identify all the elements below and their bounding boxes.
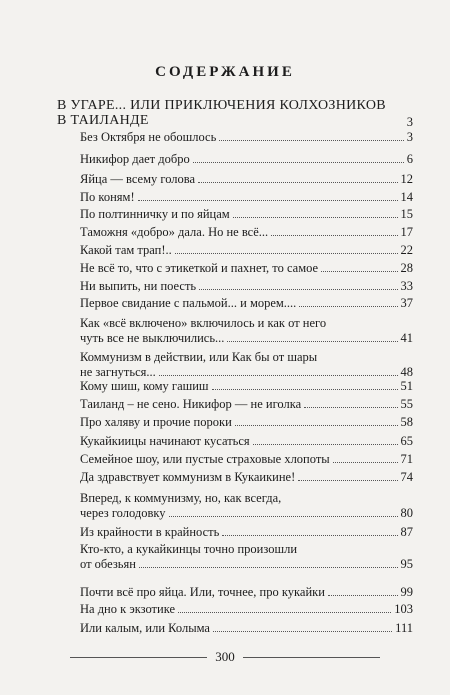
dot-leader bbox=[222, 535, 397, 536]
dot-leader bbox=[299, 306, 397, 307]
toc-entry-title: Или калым, или Колыма bbox=[80, 621, 210, 635]
toc-entry-page-number: 103 bbox=[394, 602, 413, 616]
toc-entry-page-number: 3 bbox=[406, 130, 413, 144]
dot-leader bbox=[138, 200, 398, 201]
dot-leader bbox=[212, 389, 398, 390]
toc-entry-line bbox=[80, 130, 413, 145]
toc-entry-line bbox=[80, 261, 413, 276]
section-title-line-1: В УГАРЕ... ИЛИ ПРИКЛЮЧЕНИЯ КОЛХОЗНИКОВ bbox=[57, 98, 386, 113]
toc-entry-page-number: 14 bbox=[400, 190, 413, 204]
toc-entry-line bbox=[80, 557, 413, 572]
toc-entry-page-number: 87 bbox=[400, 525, 413, 539]
toc-entry-title: Про халяву и прочие пороки bbox=[80, 415, 232, 429]
toc-entry-line bbox=[80, 434, 413, 449]
toc-entry-title: Яйца — всему голова bbox=[80, 172, 196, 186]
toc-entry bbox=[80, 130, 413, 145]
toc-entry bbox=[80, 316, 413, 346]
toc-entry-line bbox=[80, 331, 413, 346]
toc-entry-line bbox=[80, 452, 413, 467]
page-heading: СОДЕРЖАНИЕ bbox=[155, 64, 295, 80]
dot-leader bbox=[199, 289, 397, 290]
toc-entry bbox=[80, 542, 413, 572]
toc-entry-line bbox=[80, 542, 413, 557]
dot-leader bbox=[304, 407, 397, 408]
toc-entry bbox=[80, 190, 413, 205]
toc-entry-page-number: 41 bbox=[400, 331, 413, 345]
dot-leader bbox=[198, 182, 397, 183]
toc-entry bbox=[80, 207, 413, 222]
toc-entry-title: Из крайности в крайность bbox=[80, 525, 220, 539]
toc-entry-page-number: 6 bbox=[406, 152, 413, 166]
toc-entry bbox=[80, 434, 413, 449]
toc-entry-title: Да здравствует коммунизм в Кукаикине! bbox=[80, 470, 296, 484]
toc-entry bbox=[80, 585, 413, 600]
toc-entry-page-number: 15 bbox=[400, 207, 413, 221]
toc-entry-page-number: 65 bbox=[400, 434, 413, 448]
dot-leader bbox=[175, 253, 398, 254]
toc-entry bbox=[80, 491, 413, 521]
toc-entry-page-number: 71 bbox=[400, 452, 413, 466]
dot-leader bbox=[213, 631, 392, 632]
dot-leader bbox=[219, 140, 403, 141]
toc-entry-page-number: 99 bbox=[400, 585, 413, 599]
toc-entry-page-number: 55 bbox=[400, 397, 413, 411]
toc-entry-line bbox=[80, 525, 413, 540]
toc-entry bbox=[80, 415, 413, 430]
toc-entry-title: Первое свидание с пальмой... и морем.... bbox=[80, 296, 297, 310]
toc-entry-title: Коммунизм в действии, или Как бы от шары bbox=[80, 350, 318, 364]
toc-entry-title: Без Октября не обошлось bbox=[80, 130, 217, 144]
toc-entry-page-number: 95 bbox=[400, 557, 413, 571]
toc-entry bbox=[80, 621, 413, 636]
toc-entry-title: Не всё то, что с этикеткой и пахнет, то самое bbox=[80, 261, 319, 275]
toc-entry-title: через голодовку bbox=[80, 506, 166, 520]
toc-entry-line bbox=[80, 365, 413, 380]
toc-entry-title: На дно к экзотике bbox=[80, 602, 176, 616]
toc-entry-title: Как «всё включено» включилось и как от него bbox=[80, 316, 327, 330]
toc-entry-page-number: 111 bbox=[395, 621, 413, 635]
dot-leader bbox=[253, 444, 398, 445]
toc-entry-page-number: 12 bbox=[400, 172, 413, 186]
toc-entry-page-number: 51 bbox=[400, 379, 413, 393]
toc-entry-line bbox=[80, 379, 413, 394]
toc-entry-title: Таиланд – не сено. Никифор — не иголка bbox=[80, 397, 302, 411]
toc-entry-line bbox=[80, 296, 413, 311]
footer-rule-left bbox=[70, 657, 207, 658]
toc-entry-title: Ни выпить, ни поесть bbox=[80, 279, 197, 293]
toc-entry bbox=[80, 172, 413, 187]
toc-entry-line bbox=[80, 585, 413, 600]
toc-entry-title: По коням! bbox=[80, 190, 135, 204]
dot-leader bbox=[159, 375, 398, 376]
toc-entry-line bbox=[80, 172, 413, 187]
toc-entry-title: Кукайкиицы начинают кусаться bbox=[80, 434, 250, 448]
toc-entry bbox=[80, 525, 413, 540]
toc-entry bbox=[80, 261, 413, 276]
toc-entry-title: не загнуться... bbox=[80, 365, 156, 379]
dot-leader bbox=[178, 612, 391, 613]
toc-entry-page-number: 28 bbox=[400, 261, 413, 275]
dot-leader bbox=[233, 217, 398, 218]
toc-entry bbox=[80, 350, 413, 380]
section-title bbox=[57, 98, 387, 128]
toc-entry-line bbox=[80, 243, 413, 258]
toc-entry-title: чуть все не выключились... bbox=[80, 331, 225, 345]
toc-entry bbox=[80, 225, 413, 240]
toc-entry bbox=[80, 397, 413, 412]
toc-entry bbox=[80, 452, 413, 467]
toc-entry-line bbox=[80, 602, 413, 617]
dot-leader bbox=[271, 235, 397, 236]
footer-rule-right bbox=[243, 657, 380, 658]
toc-entry-line bbox=[80, 207, 413, 222]
section-title-line-2: В ТАИЛАНДЕ bbox=[57, 113, 149, 128]
toc-entry-page-number: 22 bbox=[400, 243, 413, 257]
toc-entry-line bbox=[80, 350, 413, 365]
toc-entry-line bbox=[80, 225, 413, 240]
toc-entry-title: Вперед, к коммунизму, но, как всегда, bbox=[80, 491, 282, 505]
dot-leader bbox=[227, 341, 397, 342]
toc-entry-line bbox=[80, 316, 413, 331]
dot-leader bbox=[298, 480, 397, 481]
toc-entry bbox=[80, 243, 413, 258]
toc-entry-title: Никифор дает добро bbox=[80, 152, 190, 166]
folio-page-number: 300 bbox=[215, 649, 235, 664]
dot-leader bbox=[235, 425, 398, 426]
toc-entry-line bbox=[80, 621, 413, 636]
toc-entry-title: Какой там трап!.. bbox=[80, 243, 172, 257]
toc-entry-title: Кому шиш, кому гашиш bbox=[80, 379, 209, 393]
toc-entry-title: Кто-кто, а кукайкинцы точно произошли bbox=[80, 542, 298, 556]
toc-entry-page-number: 58 bbox=[400, 415, 413, 429]
toc-entry-line bbox=[80, 415, 413, 430]
toc-entry-page-number: 74 bbox=[400, 470, 413, 484]
toc-entry-title: Семейное шоу, или пустые страховые хлопоты bbox=[80, 452, 330, 466]
section-page-number: 3 bbox=[406, 115, 413, 129]
toc-entry-page-number: 80 bbox=[400, 506, 413, 520]
toc-entry-line bbox=[80, 397, 413, 412]
toc-entry-title: Почти всё про яйца. Или, точнее, про кукайки bbox=[80, 585, 325, 599]
toc-entry-page-number: 37 bbox=[400, 296, 413, 310]
toc-entry-title: Таможня «добро» дала. Но не всё... bbox=[80, 225, 269, 239]
toc-entry-line bbox=[80, 506, 413, 521]
page-footer bbox=[70, 650, 380, 664]
toc-entry-line bbox=[80, 491, 413, 506]
dot-leader bbox=[333, 462, 398, 463]
toc-entry bbox=[80, 152, 413, 167]
dot-leader bbox=[169, 516, 398, 517]
dot-leader bbox=[139, 567, 398, 568]
toc-entry-page-number: 17 bbox=[400, 225, 413, 239]
toc-entry-line bbox=[80, 190, 413, 205]
toc-entry-line bbox=[80, 279, 413, 294]
toc-entry-page-number: 33 bbox=[400, 279, 413, 293]
toc-entry bbox=[80, 470, 413, 485]
dot-leader bbox=[321, 271, 397, 272]
dot-leader bbox=[193, 162, 404, 163]
toc-entry-title: По полтинничку и по яйцам bbox=[80, 207, 230, 221]
toc-entry bbox=[80, 379, 413, 394]
toc-entry-line bbox=[80, 470, 413, 485]
toc-entry-title: от обезьян bbox=[80, 557, 136, 571]
toc-entry bbox=[80, 279, 413, 294]
dot-leader bbox=[328, 595, 398, 596]
toc-entry-page-number: 48 bbox=[400, 365, 413, 379]
toc-entry-line bbox=[80, 152, 413, 167]
toc-entry bbox=[80, 602, 413, 617]
toc-entry bbox=[80, 296, 413, 311]
